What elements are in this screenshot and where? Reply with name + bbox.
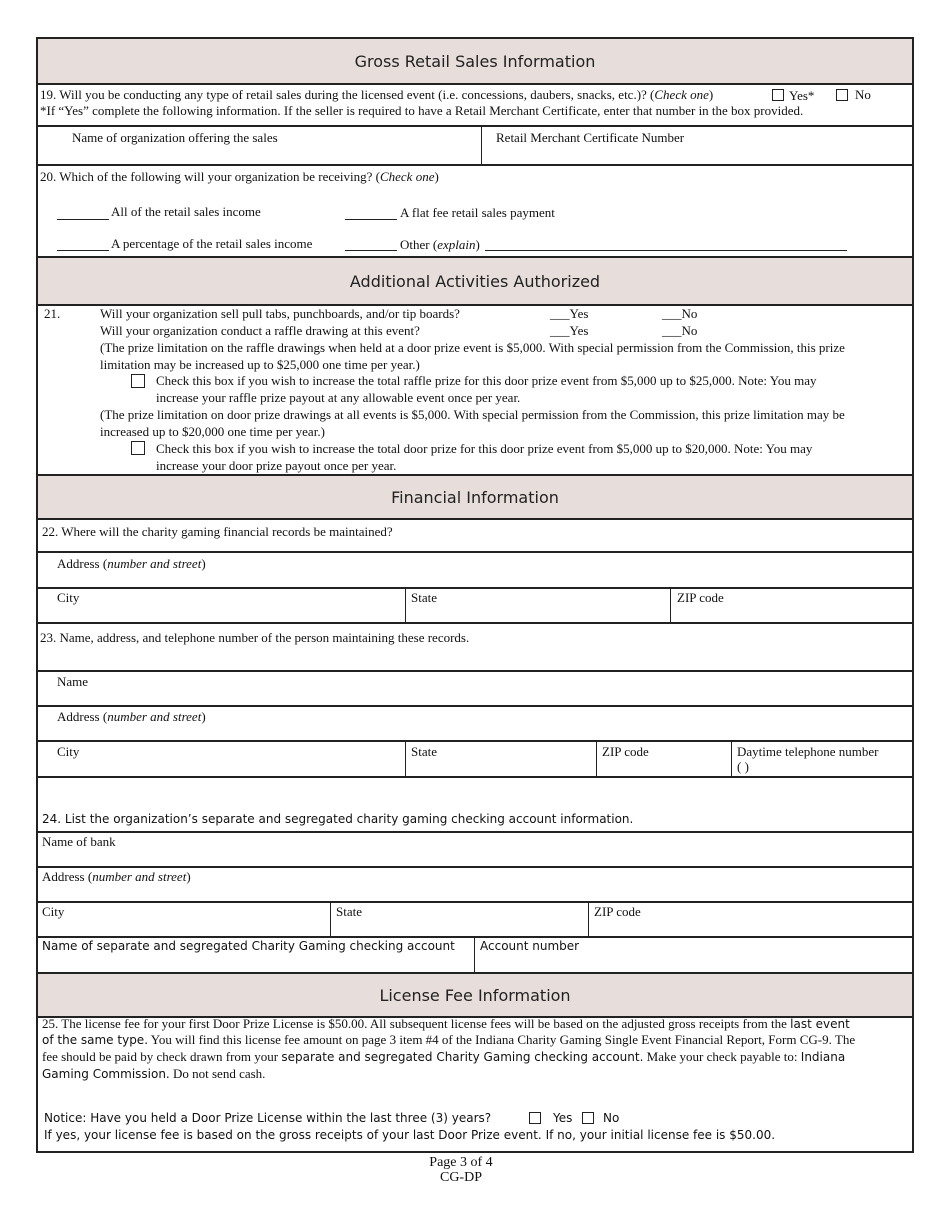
q21-pulltabs-yes[interactable]: ___Yes [550,306,589,321]
q19-no-checkbox[interactable] [836,89,848,101]
prior-license-yes-checkbox[interactable] [529,1112,541,1124]
q21-door-limit-1: (The prize limitation on door prize drawings at all events is $5,000. With special permission from the Commission, this prize limitation may be [100,407,845,422]
q21-raffle-no[interactable]: ___No [662,323,698,338]
q23-state-field[interactable] [407,742,595,776]
frame-bottom [36,1151,914,1153]
q19-yes-checkbox[interactable] [772,89,784,101]
prior-license-no-label: No [603,1111,620,1125]
raffle-increase-text-1: Check this box if you wish to increase the total raffle prize for this door prize event from $5,000 up to $25,000. Note: You may [156,373,817,388]
section-header-license-fee: License Fee Information [38,972,912,1018]
q20-other-explain-line[interactable] [485,250,847,251]
page-number: Page 3 of 4 [429,1155,493,1170]
q24-city-field[interactable] [38,903,329,936]
prior-license-notice: Notice: Have you held a Door Prize License within the last three (3) years? [44,1111,492,1125]
q24-zip-label: ZIP code [594,904,641,919]
q21-raffle-limit-1: (The prize limitation on the raffle drawings when held at a door prize event is $5,000. With special permission from the Commission, this prize [100,340,845,355]
door-prize-increase-text-2: increase your door prize payout once per year. [156,458,397,473]
q22-address-field[interactable] [38,553,912,586]
retail-merchant-cert-field[interactable] [483,127,911,164]
q20-opt-flat: A flat fee retail sales payment [400,205,555,220]
q24-question: 24. List the organization’s separate and segregated charity gaming checking account information. [42,812,634,826]
q24-bank-label: Name of bank [42,834,116,849]
q24-city-label: City [42,904,65,919]
q23-name-field[interactable] [38,672,912,705]
prior-license-yes-label: Yes [553,1111,573,1125]
raffle-increase-checkbox[interactable] [131,374,145,388]
door-prize-increase-checkbox[interactable] [131,441,145,455]
q23-city-label: City [57,744,80,759]
form-code: CG-DP [439,1170,482,1185]
section-header-gross-retail: Gross Retail Sales Information [38,37,912,85]
q20-percent-blank[interactable] [57,250,109,251]
q22-state-field[interactable] [407,589,669,622]
q19-no-label: No [855,87,871,102]
q21-raffle-limit-2: limitation may be increased up to $25,000 one time per year.) [100,357,420,372]
door-prize-increase-text-1: Check this box if you wish to increase the total door prize for this door prize event from $5,000 up to $20,000. Note: You may [156,441,813,456]
q25-line-3: fee should be paid by check drawn from your separate and segregated Charity Gaming checking account. Make your check payable to: Indiana [42,1049,846,1064]
q22-city-field[interactable] [38,589,404,622]
q23-city-field[interactable] [38,742,404,776]
q21-door-limit-2: increased up to $20,000 one time per year.) [100,424,325,439]
q24-account-name-field[interactable] [38,938,473,972]
q20-opt-all: All of the retail sales income [111,204,261,219]
q20-all-blank[interactable] [57,219,109,220]
q23-zip-field[interactable] [598,742,730,776]
q20-opt-other: Other (explain) [400,237,480,252]
org-name-field[interactable] [38,127,480,164]
q23-name-label: Name [57,674,89,689]
q19-yes-label: Yes* [789,88,815,103]
q21-pulltabs-question: Will your organization sell pull tabs, punchboards, and/or tip boards? [100,306,460,321]
q22-state-label: State [411,590,437,605]
section-header-additional: Additional Activities Authorized [38,256,912,306]
q24-bank-field[interactable] [38,833,912,866]
q23-phone-label: Daytime telephone number [737,744,879,759]
license-fee-explanation: If yes, your license fee is based on the gross receipts of your last Door Prize event. If no, your initial license fee is $50.00. [44,1128,776,1142]
q21-raffle-question: Will your organization conduct a raffle drawing at this event? [100,323,420,338]
q23-address-label: Address (number and street) [57,709,206,724]
q25-line-2: of the same type. You will find this license fee amount on page 3 item #4 of the Indiana Charity Gaming Single Event Financial Report, Form CG-9. The [42,1032,856,1047]
q21-raffle-yes[interactable]: ___Yes [550,323,589,338]
q20-opt-percent: A percentage of the retail sales income [111,236,313,251]
q24-account-number-label: Account number [480,939,580,953]
section-header-financial: Financial Information [38,474,912,520]
raffle-increase-text-2: increase your raffle prize payout at any allowable event once per year. [156,390,521,405]
q22-address-label: Address (number and street) [57,556,206,571]
q23-question: 23. Name, address, and telephone number of the person maintaining these records. [40,630,470,645]
q25-line-4: Gaming Commission. Do not send cash. [42,1066,266,1081]
q24-account-name-label: Name of separate and segregated Charity Gaming checking account [42,939,455,953]
q24-state-label: State [336,904,362,919]
org-name-label: Name of organization offering the sales [72,130,278,145]
q23-address-field[interactable] [38,707,912,740]
frame-right [912,37,914,1152]
q22-zip-field[interactable] [672,589,911,622]
q24-address-field[interactable] [38,868,912,901]
q23-phone-area-code[interactable]: ( ) [737,759,749,774]
q23-zip-label: ZIP code [602,744,649,759]
q21-pulltabs-no[interactable]: ___No [662,306,698,321]
q20-flat-blank[interactable] [345,219,397,220]
q22-city-label: City [57,590,80,605]
q25-line-1: 25. The license fee for your first Door Prize License is $50.00. All subsequent license fees will be based on the adjusted gross receipts from the last event [42,1016,850,1031]
q24-account-number-field[interactable] [476,938,911,972]
prior-license-no-checkbox[interactable] [582,1112,594,1124]
q24-address-label: Address (number and street) [42,869,191,884]
q22-zip-label: ZIP code [677,590,724,605]
q20-question: 20. Which of the following will your organization be receiving? (Check one) [40,169,439,184]
retail-merchant-cert-label: Retail Merchant Certificate Number [496,130,685,145]
q24-zip-field[interactable] [590,903,911,936]
q21-number: 21. [44,306,61,321]
q20-other-blank[interactable] [345,250,397,251]
q24-state-field[interactable] [332,903,587,936]
q19-question: 19. Will you be conducting any type of retail sales during the licensed event (i.e. concessions, daubers, snacks, etc.)? (Check one) [40,87,714,102]
q22-question: 22. Where will the charity gaming financial records be maintained? [42,524,393,539]
q23-state-label: State [411,744,437,759]
q19-note: *If “Yes” complete the following information. If the seller is required to have a Retail Merchant Certificate, enter that number in the box provided. [40,103,804,118]
